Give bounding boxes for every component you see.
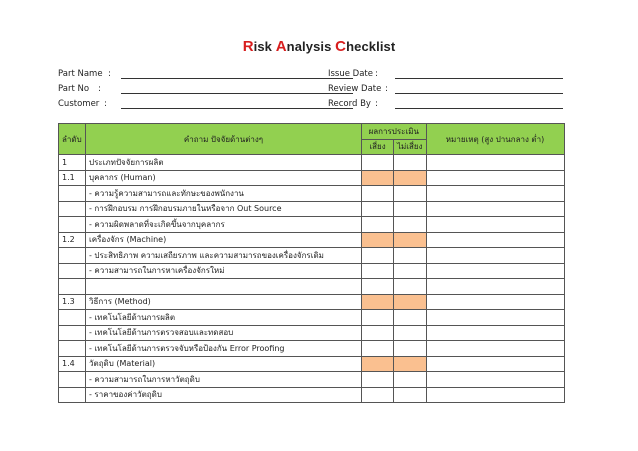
- issue-date-label: Issue Date: [328, 69, 373, 79]
- part-name-label: Part Name: [58, 69, 103, 79]
- risk-checklist-table: [58, 123, 565, 403]
- row-norisk-cell[interactable]: [394, 325, 427, 341]
- row-question: - ประสิทธิภาพ ความเสถียรภาพ และความสามารถของเครื่องจักรเดิม: [86, 248, 362, 264]
- title-capital: R: [242, 38, 254, 55]
- row-no: [59, 387, 86, 403]
- table-row: [59, 341, 565, 357]
- part-no-field: [58, 83, 298, 95]
- row-question: วัตถุดิบ (Material): [86, 356, 362, 372]
- header-question: คำถาม ปัจจัยด้านต่างๆ: [86, 124, 362, 155]
- row-risk-cell[interactable]: [362, 155, 394, 171]
- review-date-label: Review Date: [328, 84, 382, 94]
- row-risk-cell[interactable]: [362, 217, 394, 233]
- table-row: [59, 217, 565, 233]
- row-remark-cell[interactable]: [426, 325, 564, 341]
- row-remark-cell[interactable]: [426, 294, 564, 310]
- row-question: - เทคโนโลยีด้านการผลิต: [86, 310, 362, 326]
- row-norisk-cell[interactable]: [394, 186, 427, 202]
- header-remark: หมายเหตุ (สูง ปานกลาง ต่ำ): [426, 124, 564, 155]
- table-row: [59, 325, 565, 341]
- row-question: ประเภทปัจจัยการผลิต: [86, 155, 362, 171]
- row-remark-cell[interactable]: [426, 372, 564, 388]
- row-no: [59, 310, 86, 326]
- row-remark-cell[interactable]: [426, 279, 564, 295]
- issue-date-field: [328, 68, 568, 80]
- row-remark-cell[interactable]: [426, 356, 564, 372]
- table-row: [59, 356, 565, 372]
- part-name-line[interactable]: [121, 78, 353, 79]
- row-risk-cell[interactable]: [362, 372, 394, 388]
- part-no-label: Part No: [58, 84, 90, 94]
- row-remark-cell[interactable]: [426, 387, 564, 403]
- row-question: - เทคโนโลยีด้านการตรวจจับหรือป้องกัน Error Proofing: [86, 341, 362, 357]
- table-row: [59, 294, 565, 310]
- title-text: hecklist: [346, 39, 396, 54]
- row-no: [59, 279, 86, 295]
- row-question: วิธีการ (Method): [86, 294, 362, 310]
- table-row: [59, 310, 565, 326]
- colon: :: [375, 99, 378, 109]
- row-risk-cell[interactable]: [362, 387, 394, 403]
- row-risk-cell[interactable]: [362, 294, 394, 310]
- table-row: [59, 387, 565, 403]
- row-norisk-cell[interactable]: [394, 294, 427, 310]
- title-capital: A: [275, 38, 287, 55]
- row-no: 1: [59, 155, 86, 171]
- row-remark-cell[interactable]: [426, 201, 564, 217]
- row-no: 1.3: [59, 294, 86, 310]
- row-remark-cell[interactable]: [426, 263, 564, 279]
- row-question: เครื่องจักร (Machine): [86, 232, 362, 248]
- row-risk-cell[interactable]: [362, 279, 394, 295]
- row-no: [59, 263, 86, 279]
- record-by-label: Record By: [328, 99, 371, 109]
- colon: :: [98, 84, 101, 94]
- row-norisk-cell[interactable]: [394, 217, 427, 233]
- header-eval: ผลการประเมิน: [362, 124, 427, 140]
- customer-field: [58, 98, 298, 110]
- issue-date-line[interactable]: [395, 78, 563, 79]
- row-no: [59, 186, 86, 202]
- row-question: บุคลากร (Human): [86, 170, 362, 186]
- row-remark-cell[interactable]: [426, 186, 564, 202]
- row-no: 1.4: [59, 356, 86, 372]
- table-row: [59, 186, 565, 202]
- header-no: ลำดับ: [59, 124, 86, 155]
- row-remark-cell[interactable]: [426, 248, 564, 264]
- row-norisk-cell[interactable]: [394, 263, 427, 279]
- table-row: [59, 372, 565, 388]
- table-row: [59, 155, 565, 171]
- row-no: [59, 341, 86, 357]
- row-risk-cell[interactable]: [362, 325, 394, 341]
- row-risk-cell[interactable]: [362, 186, 394, 202]
- row-question: - ราคาของค่าวัตถุดิบ: [86, 387, 362, 403]
- table-header-row: [59, 124, 565, 140]
- review-date-line[interactable]: [395, 93, 563, 94]
- row-norisk-cell[interactable]: [394, 170, 427, 186]
- row-norisk-cell[interactable]: [394, 201, 427, 217]
- row-question: - ความผิดพลาดที่จะเกิดขึ้นจากบุคลากร: [86, 217, 362, 233]
- table-row: [59, 201, 565, 217]
- row-norisk-cell[interactable]: [394, 232, 427, 248]
- title-capital: C: [335, 38, 347, 55]
- row-question: - ความรู้ความสามารถและทักษะของพนักงาน: [86, 186, 362, 202]
- part-no-line[interactable]: [121, 93, 353, 94]
- row-norisk-cell[interactable]: [394, 356, 427, 372]
- header-risk: เสี่ยง: [362, 139, 394, 155]
- row-no: [59, 372, 86, 388]
- customer-line[interactable]: [121, 108, 353, 109]
- row-question: [86, 279, 362, 295]
- row-question: - ความสามารถในการหาวัตถุดิบ: [86, 372, 362, 388]
- row-norisk-cell[interactable]: [394, 372, 427, 388]
- table-row: [59, 232, 565, 248]
- row-risk-cell[interactable]: [362, 170, 394, 186]
- table-row: [59, 170, 565, 186]
- row-remark-cell[interactable]: [426, 170, 564, 186]
- customer-label: Customer: [58, 99, 100, 109]
- row-question: - การฝึกอบรม การฝึกอบรมภายในหรือจาก Out Source: [86, 201, 362, 217]
- row-no: [59, 248, 86, 264]
- record-by-field: [328, 98, 568, 110]
- table-row: [59, 263, 565, 279]
- row-norisk-cell[interactable]: [394, 341, 427, 357]
- review-date-field: [328, 83, 568, 95]
- row-no: [59, 201, 86, 217]
- row-risk-cell[interactable]: [362, 341, 394, 357]
- record-by-line[interactable]: [395, 108, 563, 109]
- colon: :: [385, 84, 388, 94]
- colon: :: [375, 69, 378, 79]
- header-norisk: ไม่เสี่ยง: [394, 139, 427, 155]
- row-no: 1.1: [59, 170, 86, 186]
- row-no: [59, 217, 86, 233]
- row-risk-cell[interactable]: [362, 248, 394, 264]
- row-remark-cell[interactable]: [426, 155, 564, 171]
- title-text: isk: [253, 39, 276, 54]
- row-norisk-cell[interactable]: [394, 155, 427, 171]
- row-no: [59, 325, 86, 341]
- row-norisk-cell[interactable]: [394, 310, 427, 326]
- page-title: [0, 38, 638, 55]
- row-risk-cell[interactable]: [362, 356, 394, 372]
- row-norisk-cell[interactable]: [394, 279, 427, 295]
- colon: :: [104, 99, 107, 109]
- row-risk-cell[interactable]: [362, 310, 394, 326]
- row-question: - เทคโนโลยีด้านการตรวจสอบและทดสอบ: [86, 325, 362, 341]
- row-risk-cell[interactable]: [362, 232, 394, 248]
- part-name-field: [58, 68, 298, 80]
- row-question: - ความสามารถในการหาเครื่องจักรใหม่: [86, 263, 362, 279]
- row-no: 1.2: [59, 232, 86, 248]
- row-remark-cell[interactable]: [426, 341, 564, 357]
- row-remark-cell[interactable]: [426, 217, 564, 233]
- table-row: [59, 248, 565, 264]
- row-norisk-cell[interactable]: [394, 248, 427, 264]
- row-risk-cell[interactable]: [362, 201, 394, 217]
- row-remark-cell[interactable]: [426, 232, 564, 248]
- row-risk-cell[interactable]: [362, 263, 394, 279]
- row-remark-cell[interactable]: [426, 310, 564, 326]
- colon: :: [108, 69, 111, 79]
- table-row: [59, 279, 565, 295]
- title-text: nalysis: [286, 39, 336, 54]
- row-norisk-cell[interactable]: [394, 387, 427, 403]
